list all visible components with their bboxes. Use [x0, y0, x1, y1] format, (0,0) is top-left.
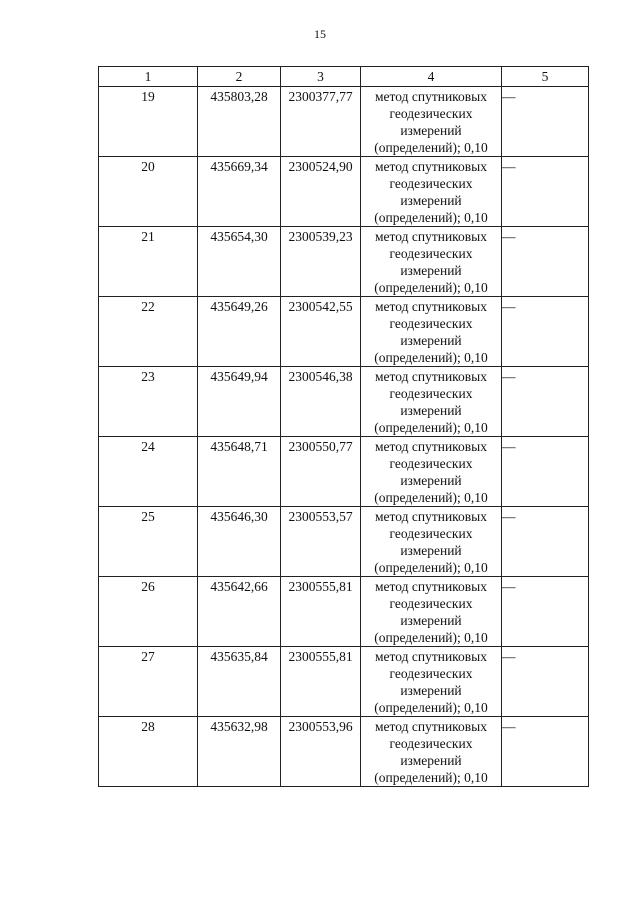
x-coordinate-cell: [198, 717, 281, 787]
method-cell: [361, 437, 502, 507]
note-cell-text: —: [502, 89, 516, 104]
header-col-2: 2: [198, 67, 281, 87]
point-number-cell: [99, 157, 198, 227]
note-cell-text: —: [502, 229, 516, 244]
note-cell: [502, 437, 589, 507]
point-number-cell-text: 24: [141, 439, 155, 454]
x-coordinate-cell: [198, 297, 281, 367]
point-number-cell: [99, 507, 198, 577]
method-cell: [361, 87, 502, 157]
note-cell-text: —: [502, 159, 516, 174]
method-cell-text: метод спутниковых геодезических измерений (определений); 0,10: [374, 369, 488, 435]
y-coordinate-cell: [281, 437, 361, 507]
method-cell: [361, 577, 502, 647]
x-coordinate-cell-text: 435649,94: [210, 369, 268, 384]
y-coordinate-cell-text: 2300555,81: [288, 649, 353, 664]
table-row: [99, 507, 589, 577]
x-coordinate-cell-text: 435635,84: [210, 649, 268, 664]
point-number-cell: [99, 577, 198, 647]
method-cell-text: метод спутниковых геодезических измерений (определений); 0,10: [374, 719, 488, 785]
note-cell: [502, 717, 589, 787]
x-coordinate-cell: [198, 577, 281, 647]
point-number-cell-text: 19: [141, 89, 155, 104]
table-row: [99, 647, 589, 717]
method-cell-text: метод спутниковых геодезических измерений (определений); 0,10: [374, 299, 488, 365]
header-col-3: 3: [281, 67, 361, 87]
y-coordinate-cell: [281, 87, 361, 157]
method-cell-text: метод спутниковых геодезических измерений (определений); 0,10: [374, 229, 488, 295]
y-coordinate-cell-text: 2300542,55: [288, 299, 353, 314]
coordinates-table: [98, 66, 589, 787]
point-number-cell: [99, 647, 198, 717]
point-number-cell-text: 28: [141, 719, 155, 734]
y-coordinate-cell-text: 2300546,38: [288, 369, 353, 384]
table-row: [99, 297, 589, 367]
y-coordinate-cell: [281, 297, 361, 367]
point-number-cell-text: 21: [141, 229, 155, 244]
y-coordinate-cell-text: 2300553,57: [288, 509, 353, 524]
x-coordinate-cell-text: 435669,34: [210, 159, 268, 174]
x-coordinate-cell-text: 435642,66: [210, 579, 268, 594]
x-coordinate-cell: [198, 157, 281, 227]
point-number-cell: [99, 227, 198, 297]
note-cell-text: —: [502, 509, 516, 524]
point-number-cell-text: 23: [141, 369, 155, 384]
method-cell: [361, 647, 502, 717]
y-coordinate-cell: [281, 367, 361, 437]
point-number-cell: [99, 367, 198, 437]
point-number-cell: [99, 87, 198, 157]
y-coordinate-cell: [281, 227, 361, 297]
y-coordinate-cell-text: 2300524,90: [288, 159, 353, 174]
method-cell: [361, 157, 502, 227]
point-number-cell-text: 26: [141, 579, 155, 594]
x-coordinate-cell: [198, 437, 281, 507]
note-cell: [502, 157, 589, 227]
method-cell-text: метод спутниковых геодезических измерений (определений); 0,10: [374, 89, 488, 155]
table-row: [99, 577, 589, 647]
point-number-cell: [99, 297, 198, 367]
y-coordinate-cell: [281, 507, 361, 577]
point-number-cell: [99, 437, 198, 507]
table-row: [99, 87, 589, 157]
point-number-cell: [99, 717, 198, 787]
method-cell-text: метод спутниковых геодезических измерений (определений); 0,10: [374, 649, 488, 715]
x-coordinate-cell-text: 435803,28: [210, 89, 268, 104]
page-number: 15: [314, 27, 326, 41]
note-cell-text: —: [502, 299, 516, 314]
method-cell: [361, 297, 502, 367]
point-number-cell-text: 20: [141, 159, 155, 174]
note-cell-text: —: [502, 579, 516, 594]
x-coordinate-cell-text: 435632,98: [210, 719, 268, 734]
method-cell-text: метод спутниковых геодезических измерений (определений); 0,10: [374, 439, 488, 505]
note-cell-text: —: [502, 649, 516, 664]
method-cell: [361, 367, 502, 437]
point-number-cell-text: 25: [141, 509, 155, 524]
x-coordinate-cell-text: 435646,30: [210, 509, 268, 524]
x-coordinate-cell: [198, 507, 281, 577]
table-row: [99, 157, 589, 227]
note-cell-text: —: [502, 719, 516, 734]
note-cell: [502, 577, 589, 647]
table-row: [99, 717, 589, 787]
x-coordinate-cell-text: 435649,26: [210, 299, 268, 314]
method-cell: [361, 227, 502, 297]
method-cell: [361, 717, 502, 787]
point-number-cell-text: 22: [141, 299, 155, 314]
note-cell: [502, 297, 589, 367]
y-coordinate-cell: [281, 647, 361, 717]
x-coordinate-cell-text: 435654,30: [210, 229, 268, 244]
header-col-5: 5: [502, 67, 589, 87]
note-cell: [502, 507, 589, 577]
note-cell: [502, 227, 589, 297]
y-coordinate-cell-text: 2300377,77: [288, 89, 353, 104]
method-cell-text: метод спутниковых геодезических измерений (определений); 0,10: [374, 509, 488, 575]
x-coordinate-cell: [198, 647, 281, 717]
method-cell-text: метод спутниковых геодезических измерений (определений); 0,10: [374, 159, 488, 225]
y-coordinate-cell-text: 2300553,96: [288, 719, 353, 734]
y-coordinate-cell-text: 2300555,81: [288, 579, 353, 594]
table-row: [99, 367, 589, 437]
method-cell-text: метод спутниковых геодезических измерений (определений); 0,10: [374, 579, 488, 645]
table-header-row: [99, 67, 589, 87]
note-cell: [502, 87, 589, 157]
x-coordinate-cell: [198, 367, 281, 437]
y-coordinate-cell-text: 2300539,23: [288, 229, 353, 244]
method-cell: [361, 507, 502, 577]
point-number-cell-text: 27: [141, 649, 155, 664]
x-coordinate-cell-text: 435648,71: [210, 439, 268, 454]
table-body: [99, 87, 589, 787]
y-coordinate-cell: [281, 717, 361, 787]
y-coordinate-cell: [281, 577, 361, 647]
table-row: [99, 437, 589, 507]
note-cell: [502, 647, 589, 717]
x-coordinate-cell: [198, 227, 281, 297]
header-col-4: 4: [361, 67, 502, 87]
note-cell: [502, 367, 589, 437]
note-cell-text: —: [502, 439, 516, 454]
y-coordinate-cell-text: 2300550,77: [288, 439, 353, 454]
x-coordinate-cell: [198, 87, 281, 157]
table-row: [99, 227, 589, 297]
y-coordinate-cell: [281, 157, 361, 227]
header-col-1: 1: [99, 67, 198, 87]
note-cell-text: —: [502, 369, 516, 384]
